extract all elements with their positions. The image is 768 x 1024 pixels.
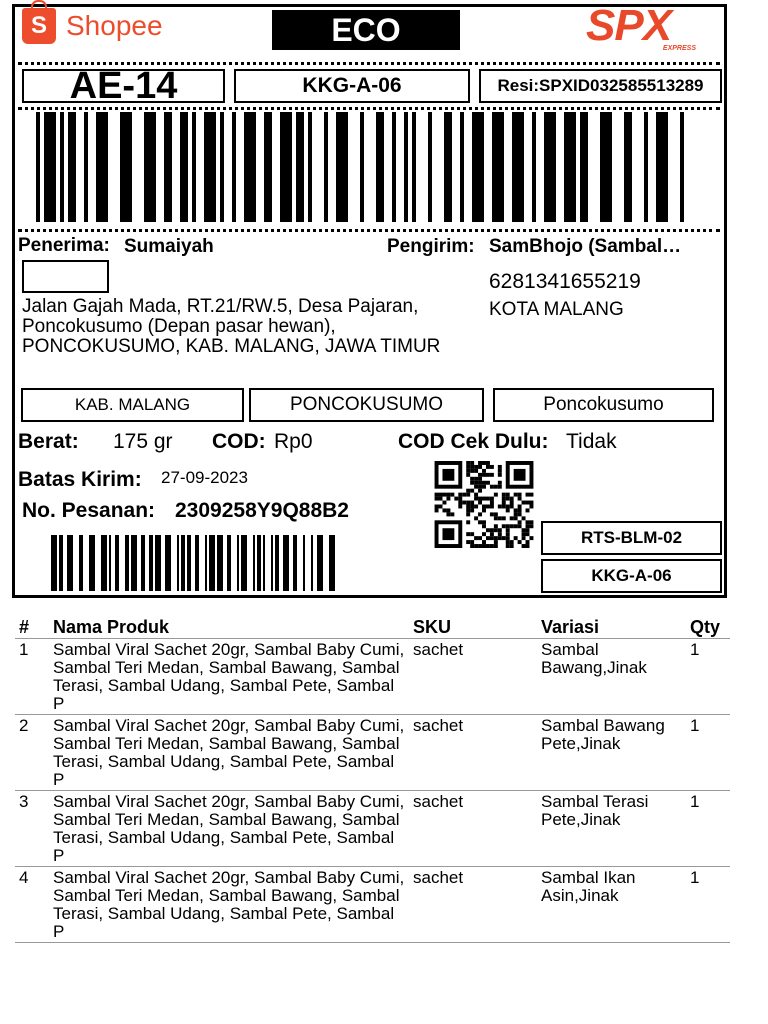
divider [18, 107, 720, 110]
row-no: 2 [15, 715, 49, 791]
row-sku: sachet [409, 791, 537, 867]
route-code-2: KKG-A-06 [591, 566, 672, 585]
resi-box [479, 69, 722, 103]
recipient-phone-box [22, 260, 109, 293]
sender-name: SamBhojo (Sambal… [489, 236, 682, 257]
sort-code: AE-14 [69, 64, 178, 107]
route-code-box-1 [541, 521, 722, 555]
row-variant: Sambal Terasi Pete,Jinak [537, 791, 686, 867]
col-header-sku: SKU [409, 616, 537, 639]
area-box-kabupaten [21, 388, 244, 422]
col-header-variant: Variasi [537, 616, 686, 639]
qr-code [434, 461, 534, 548]
spx-logo [586, 1, 698, 52]
shopee-logo-text: Shopee [66, 10, 163, 41]
cod-cek-label: COD Cek Dulu: [398, 430, 549, 453]
sender-phone: 6281341655219 [489, 270, 641, 293]
cod-value: Rp0 [274, 430, 313, 453]
sender-label: Pengirim: [387, 236, 475, 257]
row-sku: sachet [409, 715, 537, 791]
table-row [15, 791, 730, 867]
area-desa: Poncokusumo [543, 394, 664, 415]
sort-code-box [22, 64, 225, 107]
berat-label: Berat: [18, 430, 79, 453]
row-product: Sambal Viral Sachet 20gr, Sambal Baby Cumi, Sambal Teri Medan, Sambal Bawang, Sambal Terasi, Sambal Udang, Sambal Pete, Sambal P [49, 867, 409, 943]
area-kabupaten: KAB. MALANG [74, 395, 191, 414]
divider [18, 229, 720, 232]
row-qty: 1 [686, 867, 730, 943]
area-box-desa [493, 388, 714, 422]
recipient-address: Jalan Gajah Mada, RT.21/RW.5, Desa Pajaran, Poncokusumo (Depan pasar hewan), PONCOKUSUMO, KAB. MALANG, JAWA TIMUR [22, 296, 441, 357]
product-table [15, 616, 730, 943]
table-row [15, 715, 730, 791]
col-header-qty: Qty [686, 616, 730, 639]
col-header-product: Nama Produk [49, 616, 409, 639]
berat-value: 175 gr [113, 430, 173, 453]
row-product: Sambal Viral Sachet 20gr, Sambal Baby Cumi, Sambal Teri Medan, Sambal Bawang, Sambal Terasi, Sambal Udang, Sambal Pete, Sambal P [49, 639, 409, 715]
area-box-kecamatan [249, 388, 484, 422]
recipient-label: Penerima: [18, 235, 110, 256]
service-type: ECO [272, 10, 460, 50]
pesanan-label: No. Pesanan: [22, 499, 156, 522]
cod-cek-value: Tidak [566, 430, 617, 453]
hub-code-box [234, 69, 470, 103]
table-row [15, 867, 730, 943]
hub-code: KKG-A-06 [302, 74, 402, 97]
order-barcode [51, 535, 336, 591]
row-qty: 1 [686, 639, 730, 715]
row-qty: 1 [686, 715, 730, 791]
row-variant: Sambal Bawang Pete,Jinak [537, 715, 686, 791]
spx-logo-subtext: EXPRESS [662, 45, 696, 52]
resi-barcode [36, 112, 696, 222]
cod-label: COD: [212, 430, 266, 453]
shopee-logo [22, 8, 163, 44]
row-no: 3 [15, 791, 49, 867]
route-code-box-2 [541, 559, 722, 593]
col-header-no: # [15, 616, 49, 639]
row-variant: Sambal Ikan Asin,Jinak [537, 867, 686, 943]
area-kecamatan: PONCOKUSUMO [289, 394, 444, 415]
shopee-bag-icon: S [22, 8, 56, 44]
row-sku: sachet [409, 867, 537, 943]
row-variant: Sambal Bawang,Jinak [537, 639, 686, 715]
row-product: Sambal Viral Sachet 20gr, Sambal Baby Cumi, Sambal Teri Medan, Sambal Bawang, Sambal Terasi, Sambal Udang, Sambal Pete, Sambal P [49, 715, 409, 791]
batas-kirim-label: Batas Kirim: [18, 468, 142, 491]
recipient-name: Sumaiyah [124, 236, 214, 257]
row-no: 1 [15, 639, 49, 715]
batas-kirim-value: 27-09-2023 [161, 468, 248, 487]
row-no: 4 [15, 867, 49, 943]
resi-number: Resi:SPXID032585513289 [497, 76, 704, 95]
row-product: Sambal Viral Sachet 20gr, Sambal Baby Cumi, Sambal Teri Medan, Sambal Bawang, Sambal Terasi, Sambal Udang, Sambal Pete, Sambal P [49, 791, 409, 867]
route-code-1: RTS-BLM-02 [580, 528, 683, 547]
spx-logo-text: SPX [586, 1, 672, 50]
row-sku: sachet [409, 639, 537, 715]
row-qty: 1 [686, 791, 730, 867]
table-header-row [15, 616, 730, 639]
table-row [15, 639, 730, 715]
sender-city: KOTA MALANG [489, 299, 624, 320]
pesanan-value: 2309258Y9Q88B2 [175, 499, 349, 522]
